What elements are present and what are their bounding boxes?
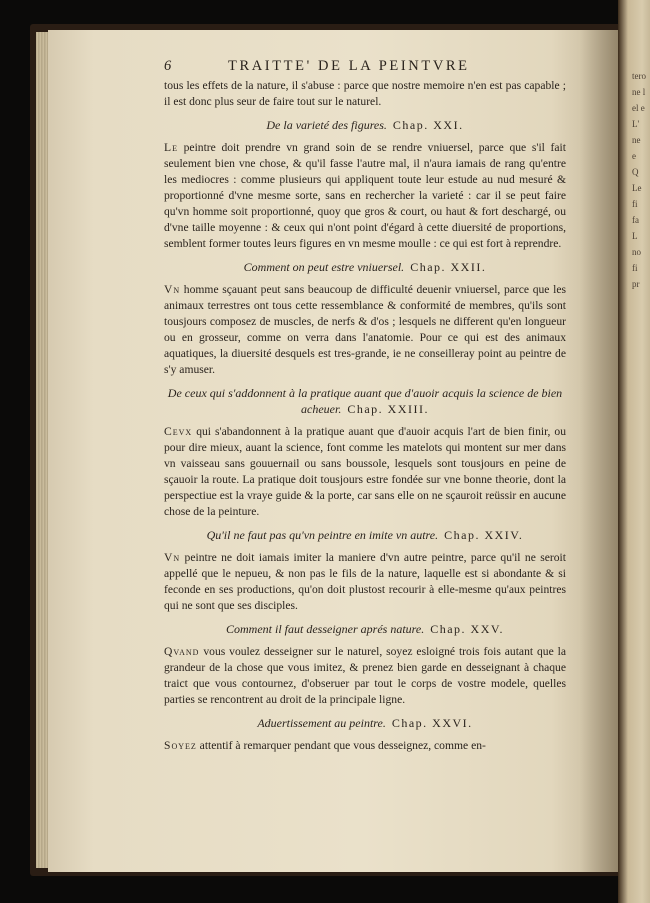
paragraph-lead-word: Vn: [164, 551, 181, 564]
right-page-fragment: fi: [632, 199, 638, 209]
chapter-number: Chap. XXI.: [392, 118, 464, 132]
chapter-heading: [164, 385, 566, 417]
right-page-fragment: no: [632, 247, 641, 257]
chapter-title: De la varieté des figures.: [266, 118, 387, 132]
paragraph-lead-word: Cevx: [164, 425, 193, 438]
paragraph-lead-word: Vn: [164, 283, 181, 296]
paragraph: [164, 644, 566, 708]
paragraph: [164, 78, 566, 110]
chapter-heading: [164, 259, 566, 275]
paragraph-lead-word: Qvand: [164, 645, 200, 658]
chapter-heading: [164, 527, 566, 543]
right-page-text-fragments: [632, 70, 650, 294]
paragraph-text: peintre doit prendre vn grand soin de se rendre vniuersel, parce que s'il fait seulement bien vne chose, & qu'il fasse l'autre mal, il n'aura iamais de rang qu'entre les mediocres : comme plusieurs qui appliquent toute leur estude au nud mesuré & proportionné d'vne mesme sorte, sans en rechercher la varieté : car il se peut faire qu'vn homme soit proportionné, quoy que gros & court, ou haut & fort deschargé, ou d'vne taille moyenne : & ceux qui n'ont point d'égard à cette diuersité de proportions, semblent former toutes leurs figures en vn mesme moulle : ce qui est fort à reprendre.: [164, 141, 566, 250]
chapter-title: De ceux qui s'addonnent à la pratique auant que d'auoir acquis la science de bien acheuer.: [167, 386, 563, 416]
right-page-fragment: Le: [632, 183, 642, 193]
right-page-fragment: tero: [632, 71, 646, 81]
chapter-number: Chap. XXVI.: [391, 716, 473, 730]
right-page-fragment: fa: [632, 215, 639, 225]
paragraph-text: attentif à remarquer pendant que vous desseignez, comme en-: [196, 739, 486, 752]
chapter-heading: [164, 715, 566, 731]
paragraph: [164, 424, 566, 520]
right-page-fragment: L: [632, 231, 638, 241]
page-number: 6: [164, 58, 172, 74]
chapter-number: Chap. XXV.: [430, 622, 504, 636]
chapter-title: Aduertissement au peintre.: [257, 716, 386, 730]
right-page-fragment: pr: [632, 279, 640, 289]
paragraph-lead-word: Soyez: [164, 739, 197, 752]
paragraph-text: peintre ne doit iamais imiter la maniere d'vn autre peintre, parce qu'il ne seroit appellé que le nepueu, & non pas le fils de la nature, laquelle est si abondante & si feconde en ses productions, qu'on doit plustost recourir à elle-mesme qu'aux peintres qui ne sont que ses disciples.: [164, 551, 566, 612]
paragraph-text: qui s'abandonnent à la pratique auant que d'auoir acquis l'art de bien finir, ou pour dire mieux, auant la science, font comme les matelots qui montent sur mer dans vn vaisseau sans gouuernail ou sans boussole, lesquels sont tousjours en peine de sçauoir la route. La pratique doit tousjours estre fondée sur vne bonne theorie, dont la perspectiue est la vraye guide & la porte, car sans elle on ne sçauroit reüssir en aucune chose de la peinture.: [164, 425, 566, 518]
right-page-fragment: ne: [632, 135, 641, 145]
page-text: [118, 56, 566, 760]
gutter-shadow: [580, 30, 620, 872]
right-page-fragment: fi: [632, 263, 638, 273]
body-text: [164, 78, 566, 754]
chapter-number: Chap. XXIV.: [444, 528, 524, 542]
paragraph-text: vous voulez desseigner sur le naturel, soyez esloigné trois fois autant que la grandeur de la chose que vous imitez, & prenez bien garde en desseignant à chaque traict que vous contournez, d'obseruer par tout le corps de vostre modele, quelles parties se rencontrent au droit de la principale ligne.: [164, 645, 566, 706]
paragraph: [164, 738, 566, 754]
paragraph: [164, 282, 566, 378]
chapter-heading: [164, 117, 566, 133]
paragraph: [164, 140, 566, 252]
page-header: [118, 56, 566, 78]
chapter-heading: [164, 621, 566, 637]
paragraph: [164, 550, 566, 614]
chapter-title: Qu'il ne faut pas qu'vn peintre en imite vn autre.: [206, 528, 439, 542]
right-page-fragment: Q: [632, 167, 639, 177]
chapter-title: Comment on peut estre vniuersel.: [243, 260, 405, 274]
paragraph-text: homme sçauant peut sans beaucoup de difficulté deuenir vniuersel, parce que les animaux terrestres ont tous cette ressemblance & conformité de membres, qu'ils sont tousjours composez de muscles, de nerfs & d'os ; lesquels ne different qu'en longueur ou en grosseur, comme on verra dans l'anatomie. Pour ce qui est des animaux aquatiques, la diuersité desquels est tres-grande, ie ne conseilleray point au peintre de s'y amuser.: [164, 283, 566, 376]
right-page-fragment: L': [632, 119, 640, 129]
paragraph-text: tous les effets de la nature, il s'abuse : parce que nostre memoire n'en est pas capable ; il est donc plus seur de faire tout sur le naturel.: [164, 79, 566, 108]
chapter-number: Chap. XXIII.: [347, 402, 429, 416]
paragraph-lead-word: Le: [164, 141, 178, 154]
chapter-number: Chap. XXII.: [410, 260, 487, 274]
running-title: TRAITTE' DE LA PEINTVRE: [228, 58, 470, 74]
right-page-fragment: e: [632, 151, 636, 161]
right-page-fragment: el e: [632, 103, 645, 113]
chapter-title: Comment il faut desseigner aprés nature.: [226, 622, 425, 636]
right-page-fragment: ne l: [632, 87, 646, 97]
